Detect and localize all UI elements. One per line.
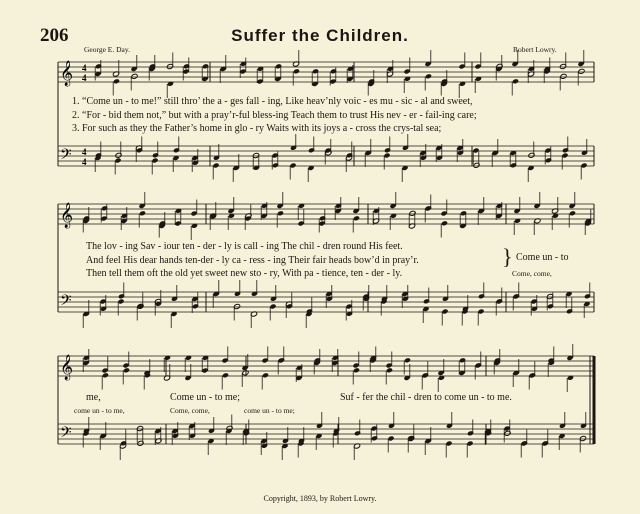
lyricist-credit: George E. Day.	[84, 45, 131, 54]
note-head	[131, 73, 138, 79]
refrain-upper-lead: Come un - to	[516, 252, 569, 263]
refrain-word-me: me,	[86, 392, 101, 403]
hymn-number: 206	[40, 25, 69, 46]
note-head	[102, 372, 109, 378]
note-head	[293, 68, 300, 74]
note-head	[512, 78, 519, 84]
note-head	[386, 367, 393, 373]
verse-3-line-2: Then tell them oft the old yet sweet new sto - ry, With pa - tience, ten - der - ly.	[86, 268, 403, 279]
refrain-lower-3: come un - to me;	[244, 406, 295, 415]
note-head	[139, 210, 146, 216]
composer-credit: Robert Lowry.	[513, 45, 557, 54]
note-head	[222, 372, 229, 378]
treble-clef-icon: 𝄞	[60, 203, 74, 228]
note-head	[262, 372, 269, 378]
svg-text:4: 4	[82, 73, 87, 83]
note-head	[123, 367, 130, 373]
refrain-lower-2: Come, come,	[170, 406, 210, 415]
bass-clef-icon: 𝄢	[60, 424, 72, 445]
note-head	[277, 210, 284, 216]
verse-1-line-1: 1. “Come un - to me!” still thro’ the a - ges fall - ing, Like heav’nly voic - es mu - sic - al and sweet,	[72, 96, 473, 107]
hymn-title: Suffer the Children.	[231, 26, 409, 45]
refrain-lower-lead: Come, come,	[512, 269, 552, 278]
staff-treble-2	[58, 204, 594, 224]
note-head	[569, 210, 576, 216]
svg-text:4: 4	[82, 147, 87, 157]
treble-clef-icon: 𝄞	[60, 355, 74, 380]
time-signature: 4	[82, 63, 87, 73]
verse-3-line-1: 3. For such as they the Father’s home in glo - ry Waits with its joys a - cross the crys-tal sea;	[72, 123, 442, 134]
note-head	[578, 68, 585, 74]
bass-clef-icon: 𝄢	[60, 146, 72, 167]
treble-clef-icon: 𝄞	[60, 61, 74, 86]
note-head	[441, 220, 448, 226]
refrain-come-unto-me: Come un - to me;	[170, 392, 240, 403]
verse-brace: }	[502, 244, 513, 269]
verse-2-line-1: 2. “For - bid them not,” but with a pray’r-ful bless-ing Teach them to trust His nev - er - fail-ing care;	[72, 110, 477, 121]
refrain-suffer-line: Suf - fer the chil - dren to come un - to me.	[340, 392, 512, 403]
note-head	[353, 367, 360, 373]
note-head	[113, 78, 120, 84]
note-head	[353, 215, 360, 221]
svg-text:4: 4	[82, 157, 87, 167]
bass-clef-icon: 𝄢	[60, 292, 72, 313]
verse-1-line-2: The lov - ing Sav - iour ten - der - ly is call - ing The chil - dren round His feet.	[86, 241, 403, 252]
note-head	[404, 357, 411, 363]
refrain-lower-1: come un - to me,	[74, 406, 125, 415]
verse-2-line-2: And feel His dear hands ten-der - ly ca - ress - ing Their fair heads bow’d in pray’r.	[86, 255, 419, 266]
note-head	[560, 73, 567, 79]
copyright-notice: Copyright, 1893, by Robert Lowry.	[263, 494, 377, 503]
note-head	[425, 73, 432, 79]
